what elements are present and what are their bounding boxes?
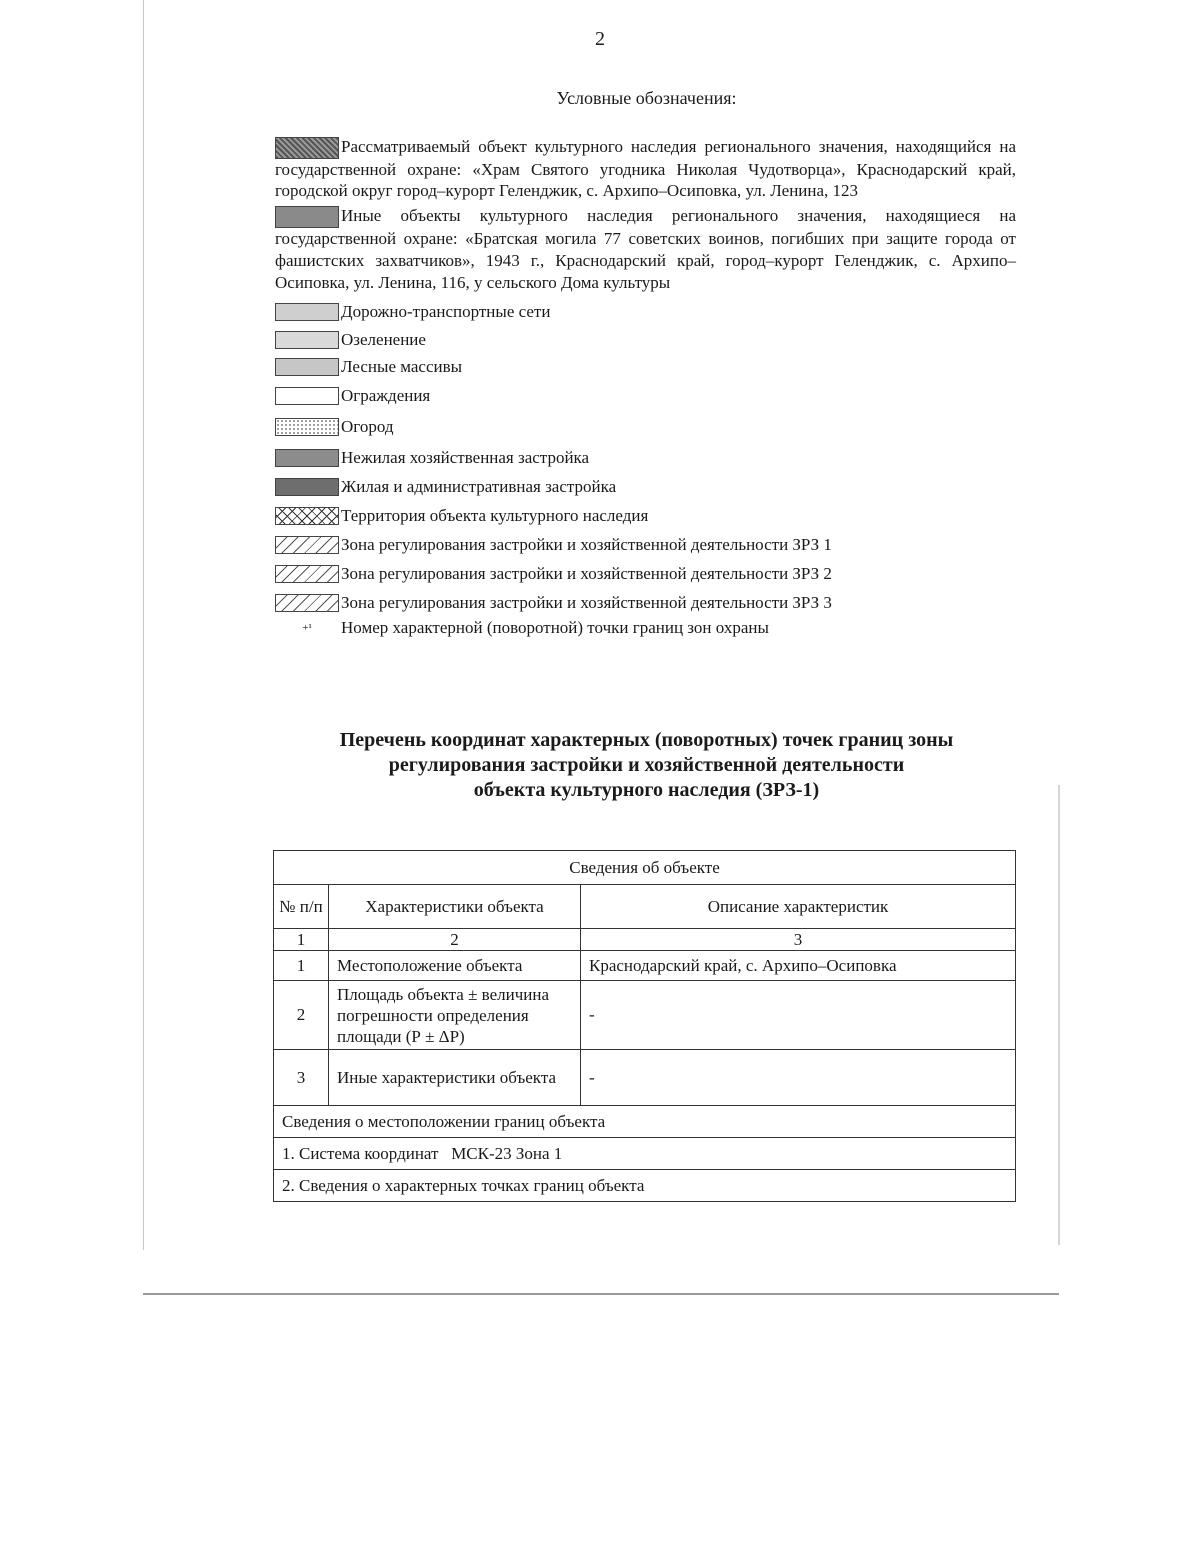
- cross-hatch-swatch-icon: [275, 507, 339, 525]
- table-row: 2. Сведения о характерных точках границ объекта: [274, 1170, 1016, 1202]
- column-header-description: Описание характеристик: [581, 885, 1016, 929]
- legend-item: Огород: [275, 410, 1016, 444]
- column-header-num: № п/п: [274, 885, 329, 929]
- legend-item: Территория объекта культурного наследия: [275, 501, 1016, 530]
- scan-edge-right: [1058, 785, 1060, 1245]
- page-number: 2: [595, 28, 605, 50]
- light-grey-swatch-icon: [275, 331, 339, 349]
- legend-item: Зона регулирования застройки и хозяйственной деятельности ЗРЗ 3: [275, 588, 1016, 617]
- legend-item: Дорожно-транспортные сети: [275, 298, 1016, 326]
- legend-item: Жилая и административная застройка: [275, 472, 1016, 501]
- diagonal-hatch-swatch-icon: [275, 565, 339, 583]
- legend-item: Лесные массивы: [275, 353, 1016, 381]
- legend-title: Условные обозначения:: [556, 88, 737, 108]
- light-grey-swatch-icon: [275, 303, 339, 321]
- table-header: Сведения об объекте: [274, 851, 1016, 885]
- legend-item: Зона регулирования застройки и хозяйственной деятельности ЗРЗ 2: [275, 559, 1016, 588]
- legend-item: Нежилая хозяйственная застройка: [275, 444, 1016, 472]
- table-columns-row: [274, 885, 1016, 929]
- scan-edge-bottom: [143, 1293, 1059, 1295]
- table-row: 1. Система координат МСК-23 Зона 1: [274, 1138, 1016, 1170]
- table-row: Сведения о местоположении границ объекта: [274, 1106, 1016, 1138]
- table-header-row: [274, 851, 1016, 885]
- legend-item: +¹ Номер характерной (поворотной) точки границ зон охраны: [275, 617, 1016, 639]
- object-hatched-swatch-icon: [275, 137, 339, 159]
- table-numbering-row: 1 2 3: [274, 929, 1016, 951]
- table-row: 3 Иные характеристики объекта -: [274, 1050, 1016, 1106]
- legend-item: Озеленение: [275, 326, 1016, 353]
- diagonal-hatch-swatch-icon: [275, 594, 339, 612]
- diagonal-hatch-swatch-icon: [275, 536, 339, 554]
- column-header-characteristic: Характеристики объекта: [329, 885, 581, 929]
- dotted-swatch-icon: [275, 418, 339, 436]
- legend-item: Иные объекты культурного наследия регионального значения, находящиеся на государственной охране: «Братская могила 77 советских воинов, погибших при защите города от фашистских захватчиков», 1943 г., Краснодарский край, город–курорт Геленджик, с. Архипо–Осиповка, ул. Ленина, 116, у сельского Дома культуры: [275, 206, 1016, 293]
- scan-edge-left: [143, 0, 144, 1250]
- object-info-table: [273, 850, 1016, 1202]
- white-swatch-icon: [275, 387, 339, 405]
- dark-swatch-icon: [275, 478, 339, 496]
- table-row: 2 Площадь объекта ± величина погрешности определения площади (Р ± ΔР) -: [274, 981, 1016, 1050]
- point-number-mark: +¹: [302, 622, 312, 635]
- legend-item: Рассматриваемый объект культурного наследия регионального значения, находящийся на государственной охране: «Храм Святого угодника Николая Чудотворца», Краснодарский край, городской округ город–курорт Геленджик, с. Архипо–Осиповка, ул. Ленина, 123: [275, 137, 1016, 201]
- dark-grey-swatch-icon: [275, 206, 339, 228]
- grey-swatch-icon: [275, 449, 339, 467]
- table-row: 1 Местоположение объекта Краснодарский край, с. Архипо–Осиповка: [274, 951, 1016, 981]
- light-grey-swatch-icon: [275, 358, 339, 376]
- legend-item: Ограждения: [275, 381, 1016, 410]
- section-title: Перечень координат характерных (поворотных) точек границ зоны регулирования застройки и хозяйственной деятельности объекта культурного наследия (ЗРЗ-1): [339, 729, 954, 801]
- legend: [275, 136, 1016, 639]
- legend-item: Зона регулирования застройки и хозяйственной деятельности ЗРЗ 1: [275, 530, 1016, 559]
